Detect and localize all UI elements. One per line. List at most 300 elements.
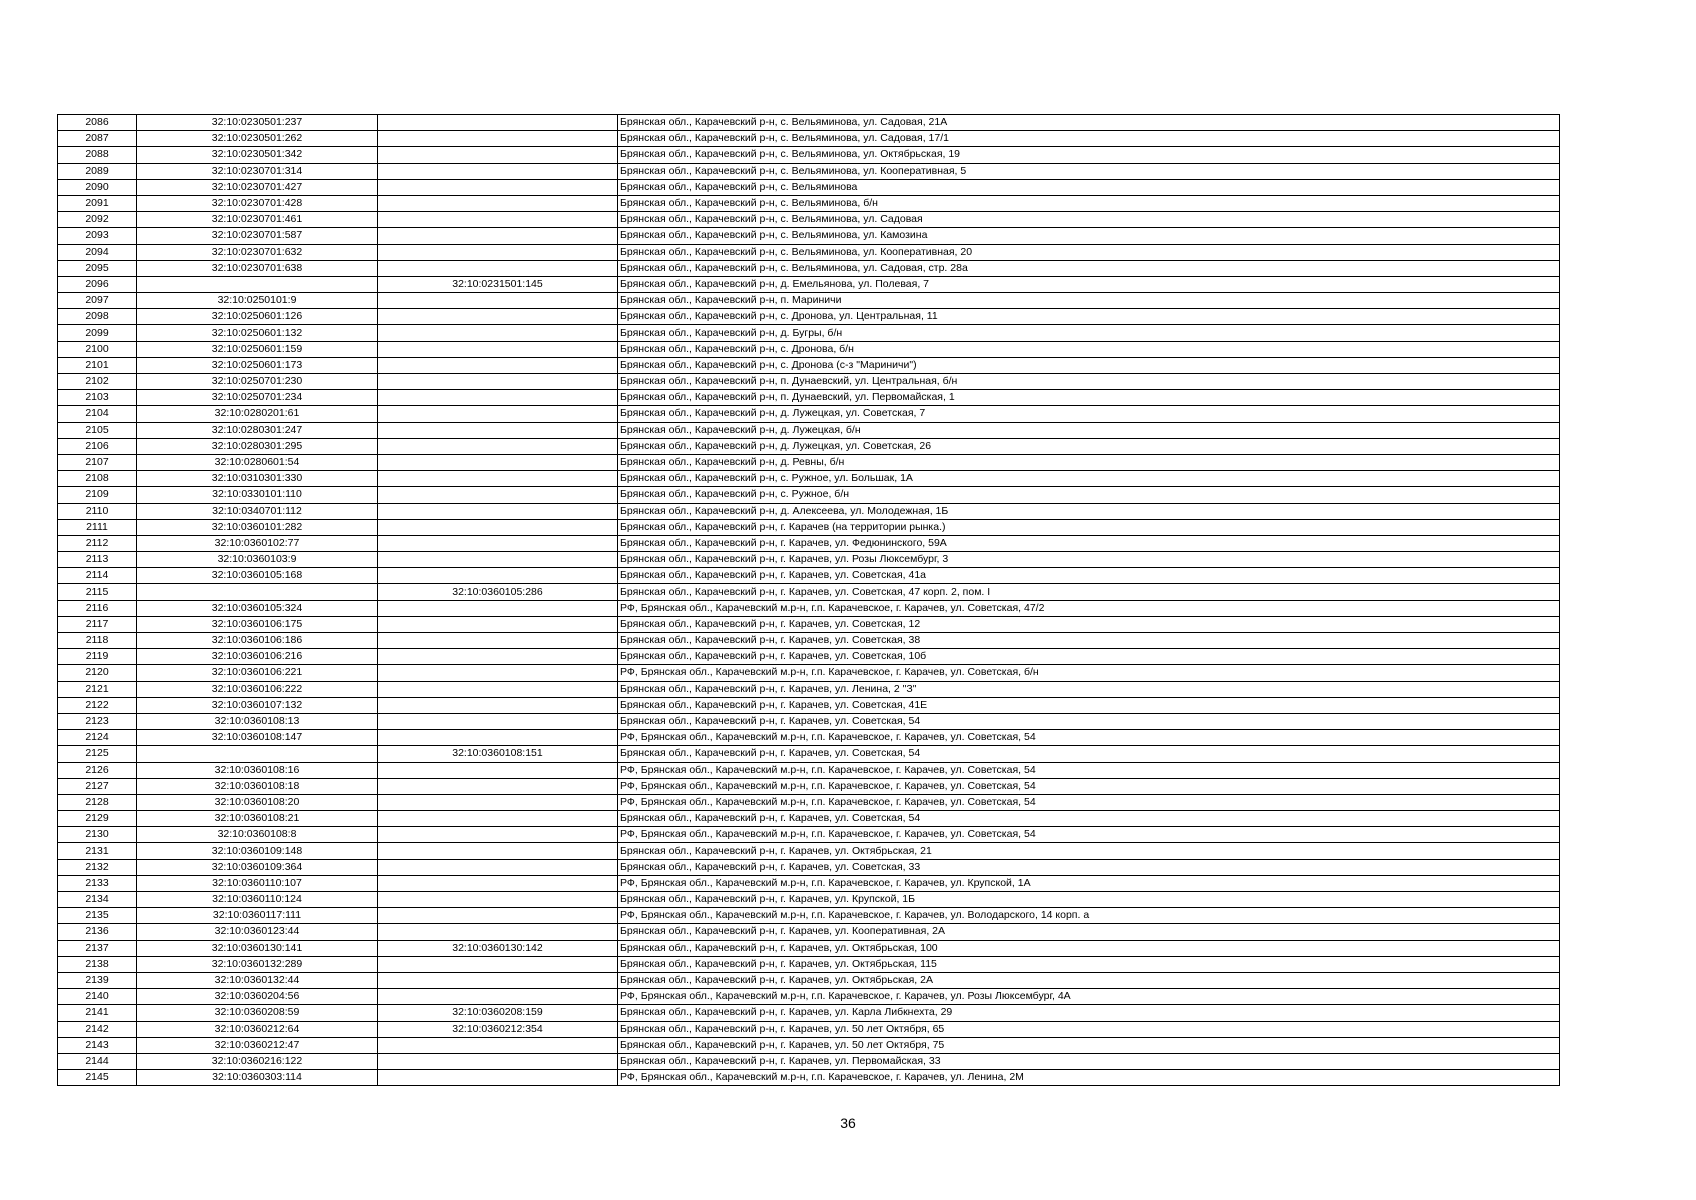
cadastral-number-cell: 32:10:0360117:111: [137, 908, 378, 924]
table-row: [58, 843, 1560, 859]
table-row: [58, 600, 1560, 616]
cadastral-number-cell: 32:10:0250601:173: [137, 357, 378, 373]
table-row: [58, 584, 1560, 600]
row-number-cell: 2099: [58, 325, 137, 341]
secondary-cadastral-number-cell: [378, 1037, 618, 1053]
address-cell: Брянская обл., Карачевский р-н, г. Карачев, ул. Советская, 10б: [618, 649, 1560, 665]
secondary-cadastral-number-cell: [378, 956, 618, 972]
address-cell: Брянская обл., Карачевский р-н, г. Карачев, ул. Крупской, 1Б: [618, 892, 1560, 908]
secondary-cadastral-number-cell: 32:10:0360212:354: [378, 1021, 618, 1037]
address-cell: Брянская обл., Карачевский р-н, г. Карачев, ул. Советская, 54: [618, 746, 1560, 762]
cadastral-number-cell: 32:10:0230501:342: [137, 147, 378, 163]
row-number-cell: 2087: [58, 131, 137, 147]
cadastral-number-cell: 32:10:0360130:141: [137, 940, 378, 956]
table-row: [58, 1037, 1560, 1053]
table-row: [58, 552, 1560, 568]
row-number-cell: 2133: [58, 875, 137, 891]
row-number-cell: 2086: [58, 115, 137, 131]
row-number-cell: 2142: [58, 1021, 137, 1037]
cadastral-number-cell: 32:10:0360106:222: [137, 681, 378, 697]
secondary-cadastral-number-cell: [378, 503, 618, 519]
table-row: [58, 519, 1560, 535]
cadastral-number-cell: 32:10:0360106:175: [137, 616, 378, 632]
row-number-cell: 2089: [58, 163, 137, 179]
table-row: [58, 908, 1560, 924]
row-number-cell: 2140: [58, 989, 137, 1005]
address-cell: Брянская обл., Карачевский р-н, д. Лужецкая, ул. Советская, 7: [618, 406, 1560, 422]
address-cell: Брянская обл., Карачевский р-н, г. Карачев, ул. Советская, 54: [618, 713, 1560, 729]
table-row: [58, 357, 1560, 373]
table-row: [58, 293, 1560, 309]
row-number-cell: 2088: [58, 147, 137, 163]
cadastral-number-cell: 32:10:0360212:47: [137, 1037, 378, 1053]
table-row: [58, 956, 1560, 972]
cadastral-number-cell: 32:10:0360110:124: [137, 892, 378, 908]
cadastral-number-cell: 32:10:0230701:632: [137, 244, 378, 260]
secondary-cadastral-number-cell: [378, 212, 618, 228]
address-cell: Брянская обл., Карачевский р-н, с. Вельяминова, ул. Садовая, 21А: [618, 115, 1560, 131]
address-cell: Брянская обл., Карачевский р-н, г. Карачев, ул. Розы Люксембург, 3: [618, 552, 1560, 568]
table-row: [58, 811, 1560, 827]
table-row: [58, 115, 1560, 131]
secondary-cadastral-number-cell: [378, 713, 618, 729]
secondary-cadastral-number-cell: [378, 244, 618, 260]
table-row: [58, 390, 1560, 406]
table-row: [58, 616, 1560, 632]
address-cell: Брянская обл., Карачевский р-н, г. Карачев, ул. Советская, 38: [618, 633, 1560, 649]
secondary-cadastral-number-cell: 32:10:0360108:151: [378, 746, 618, 762]
cadastral-number-cell: 32:10:0230701:427: [137, 179, 378, 195]
address-cell: Брянская обл., Карачевский р-н, г. Карачев, ул. Карла Либкнехта, 29: [618, 1005, 1560, 1021]
address-cell: Брянская обл., Карачевский р-н, г. Карачев (на территории рынка.): [618, 519, 1560, 535]
row-number-cell: 2092: [58, 212, 137, 228]
row-number-cell: 2100: [58, 341, 137, 357]
address-cell: Брянская обл., Карачевский р-н, г. Карачев, ул. Ленина, 2 "З": [618, 681, 1560, 697]
address-cell: РФ, Брянская обл., Карачевский м.р-н, г.п. Карачевское, г. Карачев, ул. Советская, 54: [618, 762, 1560, 778]
row-number-cell: 2120: [58, 665, 137, 681]
secondary-cadastral-number-cell: [378, 390, 618, 406]
address-cell: Брянская обл., Карачевский р-н, с. Дронова, б/н: [618, 341, 1560, 357]
table-row: [58, 422, 1560, 438]
cadastral-number-cell: 32:10:0360208:59: [137, 1005, 378, 1021]
row-number-cell: 2144: [58, 1053, 137, 1069]
row-number-cell: 2103: [58, 390, 137, 406]
row-number-cell: 2145: [58, 1070, 137, 1086]
cadastral-number-cell: 32:10:0360212:64: [137, 1021, 378, 1037]
secondary-cadastral-number-cell: [378, 260, 618, 276]
table-row: [58, 309, 1560, 325]
row-number-cell: 2101: [58, 357, 137, 373]
address-cell: Брянская обл., Карачевский р-н, д. Ревны, б/н: [618, 454, 1560, 470]
address-cell: Брянская обл., Карачевский р-н, г. Карачев, ул. Кооперативная, 2А: [618, 924, 1560, 940]
address-cell: РФ, Брянская обл., Карачевский м.р-н, г.п. Карачевское, г. Карачев, ул. Советская, 47/2: [618, 600, 1560, 616]
cadastral-number-cell: 32:10:0340701:112: [137, 503, 378, 519]
cadastral-number-cell: 32:10:0250601:132: [137, 325, 378, 341]
table-row: [58, 147, 1560, 163]
secondary-cadastral-number-cell: [378, 374, 618, 390]
address-cell: Брянская обл., Карачевский р-н, с. Вельяминова, ул. Кооперативная, 5: [618, 163, 1560, 179]
secondary-cadastral-number-cell: [378, 195, 618, 211]
table-row: [58, 730, 1560, 746]
row-number-cell: 2093: [58, 228, 137, 244]
registry-table-body: [58, 115, 1560, 1086]
secondary-cadastral-number-cell: [378, 697, 618, 713]
address-cell: Брянская обл., Карачевский р-н, с. Вельяминова, ул. Садовая, стр. 28а: [618, 260, 1560, 276]
row-number-cell: 2108: [58, 471, 137, 487]
table-row: [58, 212, 1560, 228]
row-number-cell: 2106: [58, 438, 137, 454]
table-row: [58, 503, 1560, 519]
address-cell: Брянская обл., Карачевский р-н, г. Карачев, ул. Советская, 12: [618, 616, 1560, 632]
address-cell: Брянская обл., Карачевский р-н, с. Вельяминова, ул. Камозина: [618, 228, 1560, 244]
cadastral-number-cell: 32:10:0360303:114: [137, 1070, 378, 1086]
cadastral-number-cell: 32:10:0360109:364: [137, 859, 378, 875]
row-number-cell: 2126: [58, 762, 137, 778]
cadastral-number-cell: 32:10:0360106:216: [137, 649, 378, 665]
address-cell: Брянская обл., Карачевский р-н, с. Ружное, б/н: [618, 487, 1560, 503]
row-number-cell: 2115: [58, 584, 137, 600]
secondary-cadastral-number-cell: [378, 568, 618, 584]
row-number-cell: 2138: [58, 956, 137, 972]
row-number-cell: 2123: [58, 713, 137, 729]
cadastral-number-cell: 32:10:0230701:638: [137, 260, 378, 276]
address-cell: РФ, Брянская обл., Карачевский м.р-н, г.п. Карачевское, г. Карачев, ул. Крупской, 1А: [618, 875, 1560, 891]
address-cell: Брянская обл., Карачевский р-н, г. Карачев, ул. Советская, 54: [618, 811, 1560, 827]
row-number-cell: 2114: [58, 568, 137, 584]
row-number-cell: 2112: [58, 535, 137, 551]
row-number-cell: 2107: [58, 454, 137, 470]
cadastral-number-cell: 32:10:0230701:587: [137, 228, 378, 244]
secondary-cadastral-number-cell: [378, 228, 618, 244]
cadastral-number-cell: 32:10:0250601:126: [137, 309, 378, 325]
table-row: [58, 195, 1560, 211]
address-cell: Брянская обл., Карачевский р-н, с. Вельяминова: [618, 179, 1560, 195]
address-cell: Брянская обл., Карачевский р-н, д. Алексеева, ул. Молодежная, 1Б: [618, 503, 1560, 519]
row-number-cell: 2130: [58, 827, 137, 843]
address-cell: Брянская обл., Карачевский р-н, д. Лужецкая, б/н: [618, 422, 1560, 438]
address-cell: РФ, Брянская обл., Карачевский м.р-н, г.п. Карачевское, г. Карачев, ул. Советская, б/н: [618, 665, 1560, 681]
registry-table: [57, 114, 1560, 1086]
table-row: [58, 1070, 1560, 1086]
secondary-cadastral-number-cell: [378, 115, 618, 131]
cadastral-number-cell: 32:10:0360108:8: [137, 827, 378, 843]
secondary-cadastral-number-cell: [378, 487, 618, 503]
address-cell: Брянская обл., Карачевский р-н, г. Карачев, ул. Советская, 47 корп. 2, пом. I: [618, 584, 1560, 600]
table-row: [58, 374, 1560, 390]
address-cell: Брянская обл., Карачевский р-н, г. Карачев, ул. 50 лет Октября, 75: [618, 1037, 1560, 1053]
address-cell: Брянская обл., Карачевский р-н, с. Дронова (с-з "Мариничи"): [618, 357, 1560, 373]
secondary-cadastral-number-cell: [378, 406, 618, 422]
secondary-cadastral-number-cell: [378, 762, 618, 778]
table-row: [58, 924, 1560, 940]
cadastral-number-cell: [137, 584, 378, 600]
cadastral-number-cell: 32:10:0360109:148: [137, 843, 378, 859]
cadastral-number-cell: 32:10:0360110:107: [137, 875, 378, 891]
row-number-cell: 2109: [58, 487, 137, 503]
table-row: [58, 713, 1560, 729]
cadastral-number-cell: 32:10:0230701:428: [137, 195, 378, 211]
cadastral-number-cell: 32:10:0250701:234: [137, 390, 378, 406]
cadastral-number-cell: 32:10:0360108:147: [137, 730, 378, 746]
table-row: [58, 471, 1560, 487]
row-number-cell: 2129: [58, 811, 137, 827]
table-row: [58, 487, 1560, 503]
page-number: 36: [840, 1115, 856, 1131]
cadastral-number-cell: 32:10:0360106:186: [137, 633, 378, 649]
row-number-cell: 2116: [58, 600, 137, 616]
cadastral-number-cell: 32:10:0250101:9: [137, 293, 378, 309]
cadastral-number-cell: 32:10:0360132:44: [137, 972, 378, 988]
address-cell: РФ, Брянская обл., Карачевский м.р-н, г.п. Карачевское, г. Карачев, ул. Советская, 54: [618, 794, 1560, 810]
row-number-cell: 2131: [58, 843, 137, 859]
secondary-cadastral-number-cell: 32:10:0360130:142: [378, 940, 618, 956]
address-cell: РФ, Брянская обл., Карачевский м.р-н, г.п. Карачевское, г. Карачев, ул. Советская, 54: [618, 730, 1560, 746]
address-cell: Брянская обл., Карачевский р-н, п. Мариничи: [618, 293, 1560, 309]
secondary-cadastral-number-cell: [378, 633, 618, 649]
secondary-cadastral-number-cell: [378, 811, 618, 827]
address-cell: Брянская обл., Карачевский р-н, г. Карачев, ул. Октябрьская, 21: [618, 843, 1560, 859]
address-cell: Брянская обл., Карачевский р-н, п. Дунаевский, ул. Центральная, б/н: [618, 374, 1560, 390]
cadastral-number-cell: 32:10:0230701:461: [137, 212, 378, 228]
row-number-cell: 2134: [58, 892, 137, 908]
row-number-cell: 2111: [58, 519, 137, 535]
secondary-cadastral-number-cell: [378, 730, 618, 746]
table-row: [58, 438, 1560, 454]
row-number-cell: 2090: [58, 179, 137, 195]
table-row: [58, 633, 1560, 649]
row-number-cell: 2132: [58, 859, 137, 875]
secondary-cadastral-number-cell: [378, 875, 618, 891]
cadastral-number-cell: 32:10:0360108:13: [137, 713, 378, 729]
table-row: [58, 131, 1560, 147]
row-number-cell: 2102: [58, 374, 137, 390]
table-row: [58, 406, 1560, 422]
cadastral-number-cell: 32:10:0280301:247: [137, 422, 378, 438]
row-number-cell: 2143: [58, 1037, 137, 1053]
row-number-cell: 2127: [58, 778, 137, 794]
secondary-cadastral-number-cell: [378, 309, 618, 325]
row-number-cell: 2137: [58, 940, 137, 956]
address-cell: Брянская обл., Карачевский р-н, г. Карачев, ул. Советская, 41Е: [618, 697, 1560, 713]
secondary-cadastral-number-cell: [378, 552, 618, 568]
row-number-cell: 2118: [58, 633, 137, 649]
cadastral-number-cell: 32:10:0230501:237: [137, 115, 378, 131]
row-number-cell: 2117: [58, 616, 137, 632]
address-cell: Брянская обл., Карачевский р-н, с. Вельяминова, ул. Кооперативная, 20: [618, 244, 1560, 260]
cadastral-number-cell: 32:10:0280201:61: [137, 406, 378, 422]
cadastral-number-cell: 32:10:0360107:132: [137, 697, 378, 713]
table-row: [58, 1053, 1560, 1069]
row-number-cell: 2098: [58, 309, 137, 325]
address-cell: Брянская обл., Карачевский р-н, д. Емельянова, ул. Полевая, 7: [618, 276, 1560, 292]
row-number-cell: 2119: [58, 649, 137, 665]
cadastral-number-cell: [137, 276, 378, 292]
table-row: [58, 681, 1560, 697]
secondary-cadastral-number-cell: [378, 649, 618, 665]
secondary-cadastral-number-cell: [378, 1070, 618, 1086]
cadastral-number-cell: 32:10:0360103:9: [137, 552, 378, 568]
address-cell: РФ, Брянская обл., Карачевский м.р-н, г.п. Карачевское, г. Карачев, ул. Советская, 54: [618, 778, 1560, 794]
cadastral-number-cell: 32:10:0360204:56: [137, 989, 378, 1005]
table-row: [58, 568, 1560, 584]
secondary-cadastral-number-cell: [378, 778, 618, 794]
table-row: [58, 827, 1560, 843]
row-number-cell: 2128: [58, 794, 137, 810]
table-row: [58, 989, 1560, 1005]
table-row: [58, 276, 1560, 292]
table-row: [58, 228, 1560, 244]
secondary-cadastral-number-cell: [378, 600, 618, 616]
address-cell: Брянская обл., Карачевский р-н, г. Карачев, ул. Октябрьская, 100: [618, 940, 1560, 956]
table-row: [58, 762, 1560, 778]
address-cell: Брянская обл., Карачевский р-н, г. Карачев, ул. Октябрьская, 2А: [618, 972, 1560, 988]
secondary-cadastral-number-cell: [378, 681, 618, 697]
cadastral-number-cell: 32:10:0230501:262: [137, 131, 378, 147]
secondary-cadastral-number-cell: [378, 519, 618, 535]
cadastral-number-cell: 32:10:0360108:21: [137, 811, 378, 827]
row-number-cell: 2121: [58, 681, 137, 697]
address-cell: РФ, Брянская обл., Карачевский м.р-н, г.п. Карачевское, г. Карачев, ул. Советская, 54: [618, 827, 1560, 843]
cadastral-number-cell: 32:10:0280301:295: [137, 438, 378, 454]
secondary-cadastral-number-cell: [378, 1053, 618, 1069]
address-cell: Брянская обл., Карачевский р-н, с. Ружное, ул. Большак, 1А: [618, 471, 1560, 487]
table-row: [58, 972, 1560, 988]
table-row: [58, 341, 1560, 357]
address-cell: Брянская обл., Карачевский р-н, с. Вельяминова, ул. Садовая, 17/1: [618, 131, 1560, 147]
table-row: [58, 1005, 1560, 1021]
row-number-cell: 2110: [58, 503, 137, 519]
row-number-cell: 2097: [58, 293, 137, 309]
address-cell: Брянская обл., Карачевский р-н, д. Лужецкая, ул. Советская, 26: [618, 438, 1560, 454]
table-row: [58, 746, 1560, 762]
cadastral-number-cell: 32:10:0360108:20: [137, 794, 378, 810]
address-cell: Брянская обл., Карачевский р-н, г. Карачев, ул. Первомайская, 33: [618, 1053, 1560, 1069]
address-cell: Брянская обл., Карачевский р-н, с. Вельяминова, ул. Октябрьская, 19: [618, 147, 1560, 163]
cadastral-number-cell: 32:10:0360132:289: [137, 956, 378, 972]
table-row: [58, 697, 1560, 713]
cadastral-number-cell: 32:10:0310301:330: [137, 471, 378, 487]
address-cell: Брянская обл., Карачевский р-н, п. Дунаевский, ул. Первомайская, 1: [618, 390, 1560, 406]
row-number-cell: 2135: [58, 908, 137, 924]
table-row: [58, 260, 1560, 276]
secondary-cadastral-number-cell: [378, 147, 618, 163]
secondary-cadastral-number-cell: [378, 892, 618, 908]
address-cell: РФ, Брянская обл., Карачевский м.р-н, г.п. Карачевское, г. Карачев, ул. Володарского, 14 корп. а: [618, 908, 1560, 924]
address-cell: Брянская обл., Карачевский р-н, с. Дронова, ул. Центральная, 11: [618, 309, 1560, 325]
row-number-cell: 2141: [58, 1005, 137, 1021]
cadastral-number-cell: 32:10:0360105:168: [137, 568, 378, 584]
secondary-cadastral-number-cell: [378, 843, 618, 859]
row-number-cell: 2096: [58, 276, 137, 292]
table-row: [58, 325, 1560, 341]
table-row: [58, 179, 1560, 195]
cadastral-number-cell: 32:10:0360106:221: [137, 665, 378, 681]
cadastral-number-cell: 32:10:0360108:18: [137, 778, 378, 794]
secondary-cadastral-number-cell: 32:10:0231501:145: [378, 276, 618, 292]
address-cell: Брянская обл., Карачевский р-н, г. Карачев, ул. Советская, 33: [618, 859, 1560, 875]
secondary-cadastral-number-cell: [378, 357, 618, 373]
address-cell: Брянская обл., Карачевский р-н, д. Бугры, б/н: [618, 325, 1560, 341]
row-number-cell: 2136: [58, 924, 137, 940]
secondary-cadastral-number-cell: [378, 293, 618, 309]
cadastral-number-cell: 32:10:0250601:159: [137, 341, 378, 357]
secondary-cadastral-number-cell: [378, 859, 618, 875]
secondary-cadastral-number-cell: [378, 179, 618, 195]
cadastral-number-cell: 32:10:0360101:282: [137, 519, 378, 535]
table-row: [58, 454, 1560, 470]
table-row: [58, 1021, 1560, 1037]
secondary-cadastral-number-cell: [378, 163, 618, 179]
secondary-cadastral-number-cell: 32:10:0360105:286: [378, 584, 618, 600]
secondary-cadastral-number-cell: [378, 989, 618, 1005]
cadastral-number-cell: 32:10:0360216:122: [137, 1053, 378, 1069]
address-cell: РФ, Брянская обл., Карачевский м.р-н, г.п. Карачевское, г. Карачев, ул. Ленина, 2М: [618, 1070, 1560, 1086]
secondary-cadastral-number-cell: [378, 341, 618, 357]
address-cell: Брянская обл., Карачевский р-н, с. Вельяминова, ул. Садовая: [618, 212, 1560, 228]
secondary-cadastral-number-cell: [378, 131, 618, 147]
cadastral-number-cell: 32:10:0230701:314: [137, 163, 378, 179]
cadastral-number-cell: 32:10:0360108:16: [137, 762, 378, 778]
secondary-cadastral-number-cell: [378, 924, 618, 940]
cadastral-number-cell: 32:10:0330101:110: [137, 487, 378, 503]
row-number-cell: 2124: [58, 730, 137, 746]
secondary-cadastral-number-cell: [378, 616, 618, 632]
secondary-cadastral-number-cell: [378, 827, 618, 843]
secondary-cadastral-number-cell: [378, 438, 618, 454]
address-cell: Брянская обл., Карачевский р-н, с. Вельяминова, б/н: [618, 195, 1560, 211]
table-row: [58, 244, 1560, 260]
row-number-cell: 2122: [58, 697, 137, 713]
table-row: [58, 665, 1560, 681]
cadastral-number-cell: [137, 746, 378, 762]
row-number-cell: 2104: [58, 406, 137, 422]
secondary-cadastral-number-cell: [378, 325, 618, 341]
address-cell: Брянская обл., Карачевский р-н, г. Карачев, ул. 50 лет Октября, 65: [618, 1021, 1560, 1037]
secondary-cadastral-number-cell: [378, 908, 618, 924]
table-row: [58, 794, 1560, 810]
table-row: [58, 163, 1560, 179]
secondary-cadastral-number-cell: [378, 665, 618, 681]
row-number-cell: 2094: [58, 244, 137, 260]
table-row: [58, 892, 1560, 908]
table-row: [58, 859, 1560, 875]
address-cell: Брянская обл., Карачевский р-н, г. Карачев, ул. Октябрьская, 115: [618, 956, 1560, 972]
cadastral-number-cell: 32:10:0280601:54: [137, 454, 378, 470]
table-row: [58, 875, 1560, 891]
table-row: [58, 649, 1560, 665]
secondary-cadastral-number-cell: 32:10:0360208:159: [378, 1005, 618, 1021]
address-cell: РФ, Брянская обл., Карачевский м.р-н, г.п. Карачевское, г. Карачев, ул. Розы Люксембург, 4А: [618, 989, 1560, 1005]
row-number-cell: 2139: [58, 972, 137, 988]
secondary-cadastral-number-cell: [378, 422, 618, 438]
row-number-cell: 2113: [58, 552, 137, 568]
table-row: [58, 535, 1560, 551]
address-cell: Брянская обл., Карачевский р-н, г. Карачев, ул. Федюнинского, 59А: [618, 535, 1560, 551]
cadastral-number-cell: 32:10:0360102:77: [137, 535, 378, 551]
table-row: [58, 778, 1560, 794]
cadastral-number-cell: 32:10:0250701:230: [137, 374, 378, 390]
row-number-cell: 2091: [58, 195, 137, 211]
address-cell: Брянская обл., Карачевский р-н, г. Карачев, ул. Советская, 41а: [618, 568, 1560, 584]
row-number-cell: 2105: [58, 422, 137, 438]
secondary-cadastral-number-cell: [378, 471, 618, 487]
secondary-cadastral-number-cell: [378, 972, 618, 988]
row-number-cell: 2125: [58, 746, 137, 762]
secondary-cadastral-number-cell: [378, 794, 618, 810]
cadastral-number-cell: 32:10:0360123:44: [137, 924, 378, 940]
row-number-cell: 2095: [58, 260, 137, 276]
table-row: [58, 940, 1560, 956]
